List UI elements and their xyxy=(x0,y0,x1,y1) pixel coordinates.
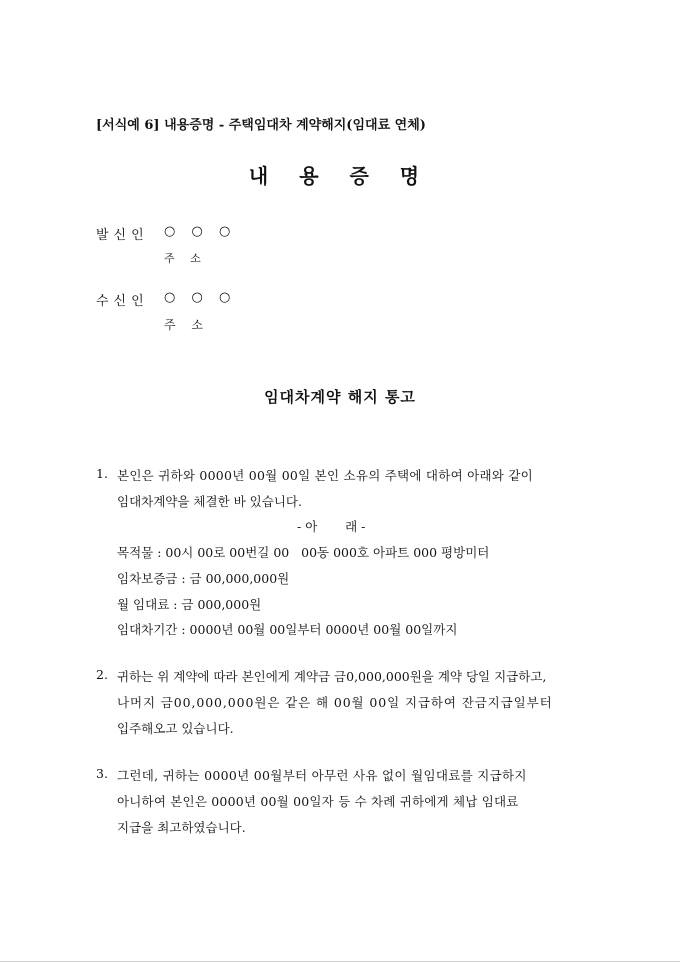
item-number: 1. xyxy=(96,466,108,481)
receiver-address-label: 주 소 xyxy=(164,318,209,332)
item-line: 입주해오고 있습니다. xyxy=(117,721,234,736)
item-line: 지급을 최고하였습니다. xyxy=(117,820,246,835)
item-line: 본인은 귀하와 0000년 00월 00일 본인 소유의 주택에 대하여 아래와 같이 xyxy=(117,468,533,483)
notice-title: 임대차계약 해지 통고 xyxy=(264,388,416,406)
detail-line: 목적물 : 00시 00로 00번길 00 00동 000호 아파트 000 평방미터 xyxy=(117,545,490,560)
below-heading: - 아 래 - xyxy=(297,519,366,534)
item-line: 나머지 금00,000,000원은 같은 해 00월 00일 지급하여 잔금지급일부터 xyxy=(117,695,553,710)
item-line: 임대차계약을 체결한 바 있습니다. xyxy=(117,494,302,509)
receiver-name: ○ ○ ○ xyxy=(164,290,237,305)
item-number: 3. xyxy=(96,766,108,781)
form-title: [서식예 6] 내용증명 - 주택임대차 계약해지(임대료 연체) xyxy=(96,118,426,133)
sender-address-label: 주 소 xyxy=(164,252,207,265)
detail-line: 임대차기간 : 0000년 00월 00일부터 0000년 00월 00일까지 xyxy=(117,622,458,637)
sender-name: ○ ○ ○ xyxy=(164,224,237,239)
item-line: 그런데, 귀하는 0000년 00월부터 아무런 사유 없이 월임대료를 지급하지 xyxy=(117,768,527,783)
document-title: 내 용 증 명 xyxy=(248,164,432,188)
detail-line: 월 임대료 : 금 000,000원 xyxy=(117,597,262,612)
item-number: 2. xyxy=(96,667,108,682)
sender-label: 발신인 xyxy=(96,228,149,243)
detail-line: 임차보증금 : 금 00,000,000원 xyxy=(117,571,290,586)
item-line: 아니하여 본인은 0000년 00월 00일자 등 수 차례 귀하에게 체납 임대료 xyxy=(117,794,519,809)
item-line: 귀하는 위 계약에 따라 본인에게 계약금 금0,000,000원을 계약 당일 지급하고, xyxy=(117,669,547,684)
receiver-label: 수신인 xyxy=(96,294,149,309)
